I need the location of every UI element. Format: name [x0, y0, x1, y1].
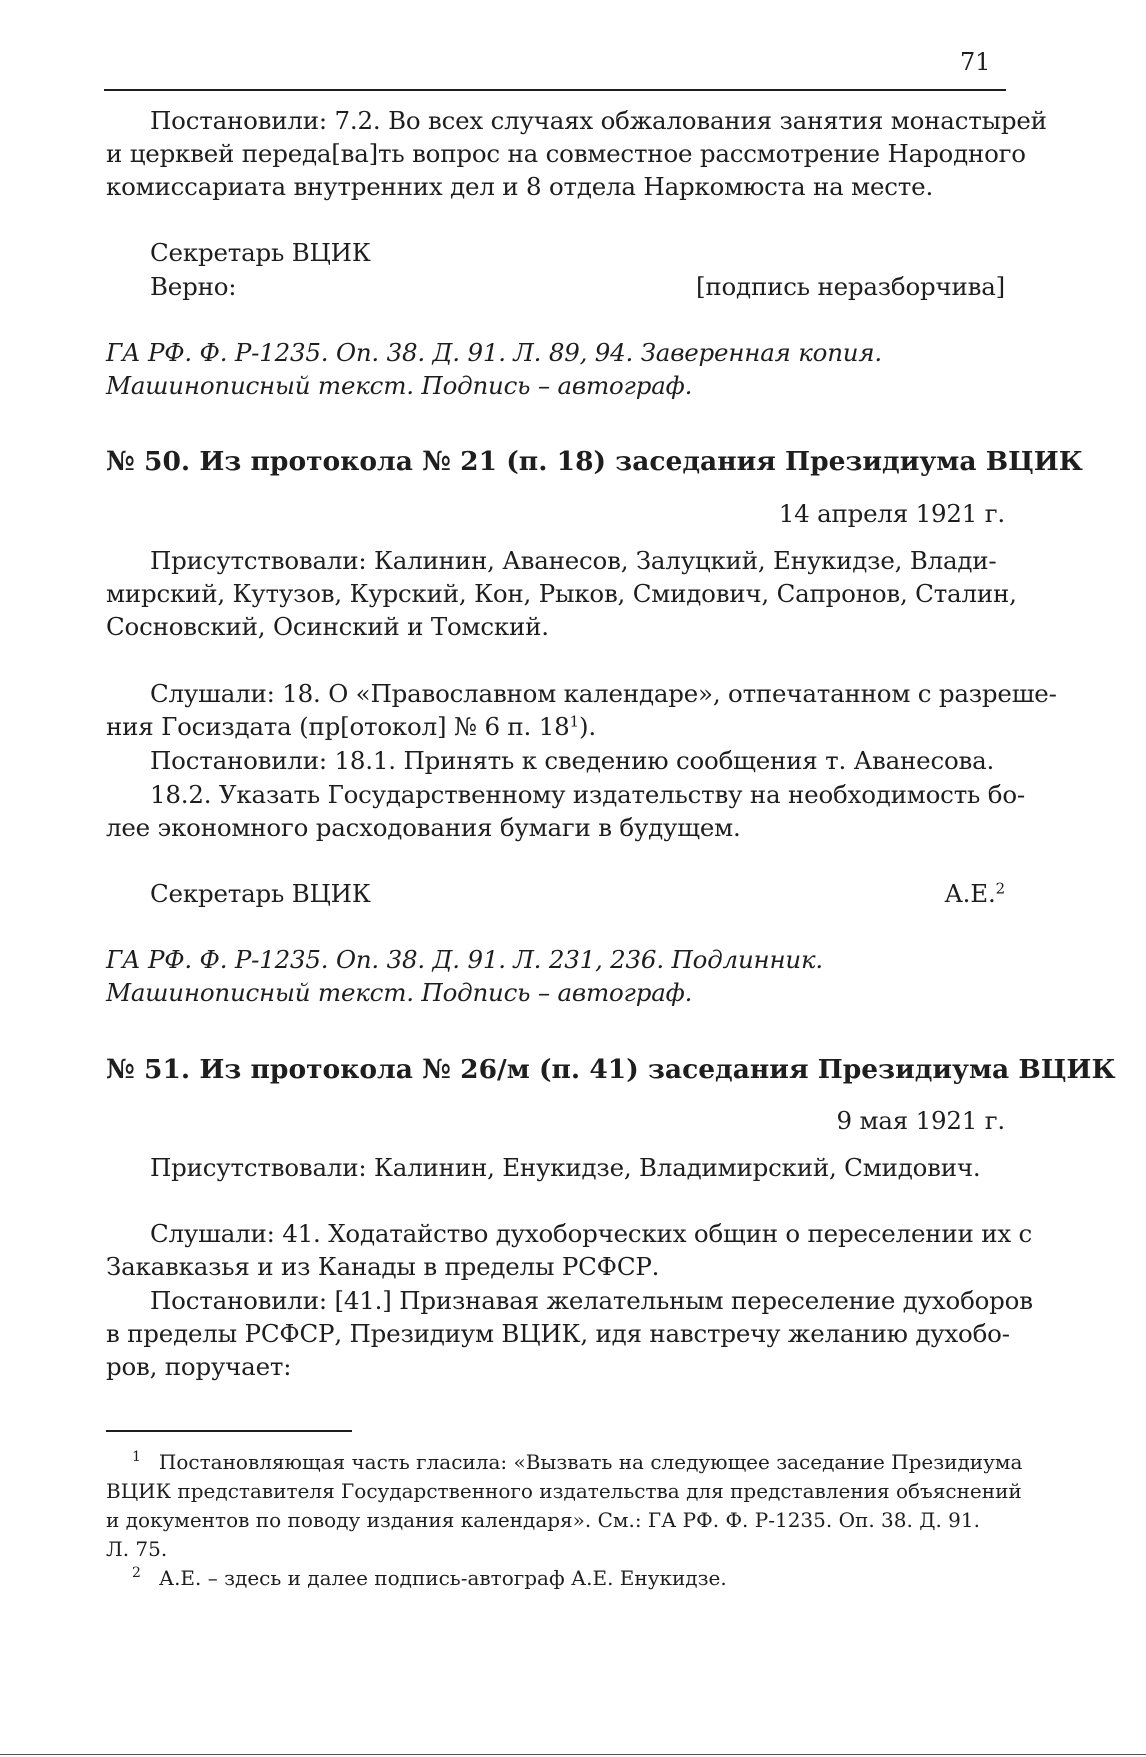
- doc51-date: 9 мая 1921 г.: [836, 1106, 1005, 1135]
- doc50-decided-line: лее экономного расходования бумаги в будущем.: [106, 813, 741, 842]
- decision-7-2-line: комиссариата внутренних дел и 8 отдела Наркомюста на месте.: [106, 172, 934, 201]
- doc50-source-line: Машинописный текст. Подпись – автограф.: [106, 978, 693, 1007]
- doc51-decided-line: ров, поручает:: [106, 1352, 292, 1381]
- doc50-decided-line: 18.2. Указать Государственному издательству на необходимость бо-: [150, 780, 1025, 809]
- doc50-heard-line: Слушали: 18. О «Православном календаре», отпечатанном с разреше-: [150, 679, 1057, 708]
- secretary-label: Секретарь ВЦИК: [150, 238, 371, 267]
- footnote-ref-1: 1: [569, 712, 579, 731]
- doc51-decided-line: в пределы РСФСР, Президиум ВЦИК, идя навстречу желанию духобо-: [106, 1319, 1010, 1348]
- header-rule: [104, 89, 1006, 91]
- footnote-2-mark: 2: [132, 1565, 141, 1582]
- verno-label: Верно:: [150, 272, 237, 301]
- doc50-date: 14 апреля 1921 г.: [778, 499, 1005, 528]
- scan-edge-line: [0, 1754, 1146, 1755]
- doc50-source-line: ГА РФ. Ф. Р-1235. Оп. 38. Д. 91. Л. 231, 236. Подлинник.: [106, 945, 823, 974]
- footnote-2: $^2$ А.Е. – здесь и далее подпись-автограф А.Е. Енукидзе.: [132, 1565, 727, 1590]
- doc51-heard-line: Закавказья и из Канады в пределы РСФСР.: [106, 1252, 660, 1281]
- doc51-title: № 51. Из протокола № 26/м (п. 41) заседания Президиума ВЦИК: [106, 1054, 1116, 1085]
- doc50-decided-line: Постановили: 18.1. Принять к сведению сообщения т. Аванесова.: [150, 746, 995, 775]
- doc51-heard-line: Слушали: 41. Ходатайство духоборческих общин о переселении их с: [150, 1219, 1033, 1248]
- doc50-present-line: Присутствовали: Калинин, Аванесов, Залуцкий, Енукидзе, Влади-: [150, 546, 997, 575]
- signature-illegible: [подпись неразборчива]: [696, 272, 1005, 301]
- doc50-secretary-label: Секретарь ВЦИК: [150, 879, 371, 908]
- doc50-heard-line: ния Госиздата (пр[отокол] № 6 п. $18^1$).: [106, 712, 596, 741]
- decision-7-2-line: и церквей переда[ва]ть вопрос на совместное рассмотрение Народного: [106, 139, 1026, 168]
- page-number: 71: [960, 48, 991, 76]
- doc51-present: Присутствовали: Калинин, Енукидзе, Владимирский, Смидович.: [150, 1153, 981, 1182]
- doc50-title: № 50. Из протокола № 21 (п. 18) заседания Президиума ВЦИК: [106, 446, 1083, 477]
- doc50-present-line: мирский, Кутузов, Курский, Кон, Рыков, Смидович, Сапронов, Сталин,: [106, 579, 1017, 608]
- doc50-present-line: Сосновский, Осинский и Томский.: [106, 612, 549, 641]
- footnote-1-mark: 1: [132, 1449, 141, 1466]
- footnote-rule: [106, 1430, 352, 1432]
- footnote-ref-2: 2: [995, 879, 1005, 898]
- footnote-1: $^1$ Постановляющая часть гласила: «Вызвать на следующее заседание Президиума ВЦИК представителя Государственного издательства для представления объяснений и документов по поводу издания календаря». См.: ГА РФ. Ф. Р-1235. Оп. 38. Д. 91. Л. 75.: [106, 1449, 1023, 1561]
- archive-source-line: ГА РФ. Ф. Р-1235. Оп. 38. Д. 91. Л. 89, 94. Заверенная копия.: [106, 338, 882, 367]
- archive-source-line: Машинописный текст. Подпись – автограф.: [106, 371, 693, 400]
- doc51-decided-line: Постановили: [41.] Признавая желательным переселение духоборов: [150, 1286, 1033, 1315]
- doc50-signature: А.Е.$^2$: [944, 879, 1005, 908]
- decision-7-2-line: Постановили: 7.2. Во всех случаях обжалования занятия монастырей: [150, 106, 1047, 135]
